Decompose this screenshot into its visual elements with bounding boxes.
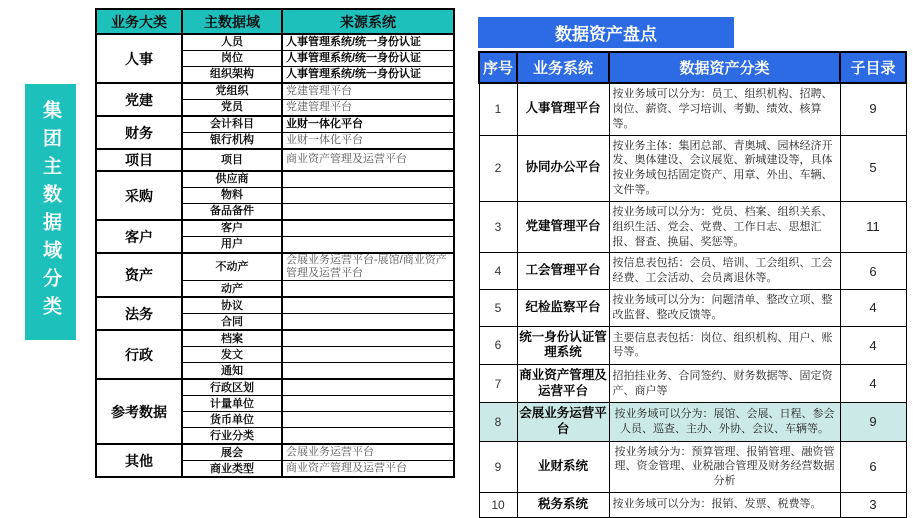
master-data-domain-cell: 人员 (182, 34, 282, 51)
subdirectory-count-cell: 11 (840, 201, 906, 253)
source-system-cell: 会展业务运营平台 (282, 444, 454, 461)
source-system-cell (282, 281, 454, 298)
business-category-cell: 采购 (96, 171, 182, 220)
source-system-cell: 党建管理平台 (282, 83, 454, 100)
subdirectory-count-cell: 9 (840, 403, 906, 441)
serial-no-cell: 9 (479, 441, 517, 493)
master-data-domain-cell: 不动产 (182, 253, 282, 281)
header-business-system: 业务系统 (517, 52, 609, 83)
left-table-row (96, 297, 454, 314)
asset-table-row (479, 365, 906, 403)
serial-no-cell: 7 (479, 365, 517, 403)
asset-table-row (479, 253, 906, 290)
master-data-domain-cell: 通知 (182, 363, 282, 380)
master-data-domain-cell: 银行机构 (182, 133, 282, 150)
business-system-cell: 协同办公平台 (517, 135, 609, 201)
asset-table-row (479, 403, 906, 441)
source-system-cell (282, 220, 454, 237)
data-asset-inventory-title (478, 17, 734, 48)
master-data-domain-cell: 档案 (182, 330, 282, 347)
source-system-cell: 商业资产管理及运营平台 (282, 149, 454, 171)
source-system-cell (282, 314, 454, 331)
source-system-cell (282, 204, 454, 221)
classification-cell: 招拍挂业务、合同签约、财务数据等、固定资产、商户等 (609, 365, 840, 403)
master-data-domain-cell: 合同 (182, 314, 282, 331)
source-system-cell: 业财一体化平台 (282, 116, 454, 133)
left-table-row (96, 444, 454, 461)
business-system-cell: 纪检监察平台 (517, 290, 609, 327)
business-category-cell: 行政 (96, 330, 182, 379)
master-data-domain-cell: 会计科目 (182, 116, 282, 133)
source-system-cell: 商业资产管理及运营平台 (282, 461, 454, 478)
source-system-cell (282, 297, 454, 314)
master-data-domain-cell: 供应商 (182, 171, 282, 188)
master-data-domain-cell: 行政区划 (182, 379, 282, 396)
classification-cell: 按业务域可以分为：报销、发票、税费等。 (609, 493, 840, 518)
asset-table-row (479, 201, 906, 253)
source-system-cell (282, 412, 454, 428)
subdirectory-count-cell: 4 (840, 365, 906, 403)
master-data-domain-cell: 货币单位 (182, 412, 282, 428)
business-system-cell: 统一身份认证管理系统 (517, 326, 609, 364)
source-system-cell: 业财一体化平台 (282, 133, 454, 150)
serial-no-cell: 8 (479, 403, 517, 441)
left-table-row (96, 330, 454, 347)
business-system-cell: 人事管理平台 (517, 83, 609, 135)
source-system-cell (282, 428, 454, 445)
classification-cell: 按业务域可以分为：党员、档案、组织关系、组织生活、党会、党费、工作日志、思想汇报、督查、换届、奖惩等。 (609, 201, 840, 253)
classification-cell: 按业务域可以分为：员工、组织机构、招聘、岗位、薪资、学习培训、考勤、绩效、核算等。 (609, 83, 840, 135)
source-system-cell (282, 188, 454, 204)
subdirectory-count-cell: 4 (840, 326, 906, 364)
asset-table-row (479, 290, 906, 327)
banner-text: 集团主数据域分类 (40, 100, 61, 324)
source-system-cell: 党建管理平台 (282, 100, 454, 117)
source-system-cell (282, 363, 454, 380)
serial-no-cell: 4 (479, 253, 517, 290)
master-data-domain-cell: 备品备件 (182, 204, 282, 221)
serial-no-cell: 1 (479, 83, 517, 135)
classification-cell: 按业务域可以分为：展馆、会展、日程、参会人员、巡查、主办、外协、会议、车辆等。 (609, 403, 840, 441)
master-data-domain-cell: 物料 (182, 188, 282, 204)
left-table-row (96, 379, 454, 396)
master-data-domain-table (95, 8, 455, 478)
source-system-cell (282, 237, 454, 254)
master-data-domain-cell: 客户 (182, 220, 282, 237)
source-system-cell (282, 379, 454, 396)
source-system-cell: 人事管理系统/统一身份认证 (282, 51, 454, 67)
source-system-cell: 会展业务运营平台-展馆/商业资产管理及运营平台 (282, 253, 454, 281)
master-data-domain-cell: 党员 (182, 100, 282, 117)
header-data-asset-classification: 数据资产分类 (609, 52, 840, 83)
group-master-data-banner (25, 84, 76, 340)
business-category-cell: 项目 (96, 149, 182, 171)
master-data-domain-cell: 商业类型 (182, 461, 282, 478)
data-asset-inventory-table (478, 51, 907, 518)
business-system-cell: 税务系统 (517, 493, 609, 518)
master-data-domain-cell: 岗位 (182, 51, 282, 67)
source-system-cell (282, 347, 454, 363)
business-category-cell: 其他 (96, 444, 182, 477)
source-system-cell (282, 171, 454, 188)
left-table-row (96, 253, 454, 281)
business-system-cell: 业财系统 (517, 441, 609, 493)
business-category-cell: 法务 (96, 297, 182, 330)
subdirectory-count-cell: 5 (840, 135, 906, 201)
business-system-cell: 工会管理平台 (517, 253, 609, 290)
asset-table-row (479, 441, 906, 493)
master-data-domain-cell: 发文 (182, 347, 282, 363)
business-category-cell: 参考数据 (96, 379, 182, 444)
classification-cell: 按业务主体：集团总部、青奥城、园林经济开发、奥体建设、会议展览、新城建设等，具体按业务域包括固定资产、用章、外出、车辆、文件等。 (609, 135, 840, 201)
subdirectory-count-cell: 6 (840, 253, 906, 290)
serial-no-cell: 5 (479, 290, 517, 327)
left-table-header-row (96, 9, 454, 34)
master-data-domain-cell: 用户 (182, 237, 282, 254)
business-category-cell: 人事 (96, 34, 182, 83)
left-table-row (96, 220, 454, 237)
business-system-cell: 商业资产管理及运营平台 (517, 365, 609, 403)
source-system-cell (282, 330, 454, 347)
header-serial-no: 序号 (479, 52, 517, 83)
left-table-row (96, 83, 454, 100)
business-category-cell: 党建 (96, 83, 182, 116)
master-data-domain-cell: 项目 (182, 149, 282, 171)
left-table-row (96, 34, 454, 51)
header-business-category: 业务大类 (96, 9, 182, 34)
source-system-cell: 人事管理系统/统一身份认证 (282, 67, 454, 84)
serial-no-cell: 10 (479, 493, 517, 518)
source-system-cell: 人事管理系统/统一身份认证 (282, 34, 454, 51)
master-data-domain-cell: 计量单位 (182, 396, 282, 412)
master-data-domain-cell: 党组织 (182, 83, 282, 100)
master-data-domain-cell: 协议 (182, 297, 282, 314)
classification-cell: 按信息表包括：会员、培训、工会组织、工会经费、工会活动、会员离退休等。 (609, 253, 840, 290)
business-category-cell: 财务 (96, 116, 182, 149)
asset-table-row (479, 135, 906, 201)
business-system-cell: 党建管理平台 (517, 201, 609, 253)
business-category-cell: 资产 (96, 253, 182, 297)
subdirectory-count-cell: 3 (840, 493, 906, 518)
serial-no-cell: 2 (479, 135, 517, 201)
serial-no-cell: 6 (479, 326, 517, 364)
business-category-cell: 客户 (96, 220, 182, 253)
master-data-domain-cell: 组织架构 (182, 67, 282, 84)
master-data-domain-cell: 展会 (182, 444, 282, 461)
left-table-row (96, 171, 454, 188)
title-text: 数据资产盘点 (555, 25, 657, 44)
business-system-cell: 会展业务运营平台 (517, 403, 609, 441)
left-table-row (96, 149, 454, 171)
source-system-cell (282, 396, 454, 412)
header-source-system: 来源系统 (282, 9, 454, 34)
asset-table-row (479, 83, 906, 135)
subdirectory-count-cell: 9 (840, 83, 906, 135)
header-master-data-domain: 主数据域 (182, 9, 282, 34)
left-table-row (96, 116, 454, 133)
classification-cell: 按业务域可以分为：问题清单、整改立项、整改监督、整改反馈等。 (609, 290, 840, 327)
master-data-domain-cell: 动产 (182, 281, 282, 298)
asset-table-row (479, 493, 906, 518)
asset-table-row (479, 326, 906, 364)
classification-cell: 按业务域分为：预算管理、报销管理、融资管理、资金管理、业税融合管理及财务经营数据分析 (609, 441, 840, 493)
master-data-domain-cell: 行业分类 (182, 428, 282, 445)
serial-no-cell: 3 (479, 201, 517, 253)
right-table-header-row (479, 52, 906, 83)
header-subdirectory: 子目录 (840, 52, 906, 83)
subdirectory-count-cell: 6 (840, 441, 906, 493)
subdirectory-count-cell: 4 (840, 290, 906, 327)
classification-cell: 主要信息表包括：岗位、组织机构、用户、账号等。 (609, 326, 840, 364)
